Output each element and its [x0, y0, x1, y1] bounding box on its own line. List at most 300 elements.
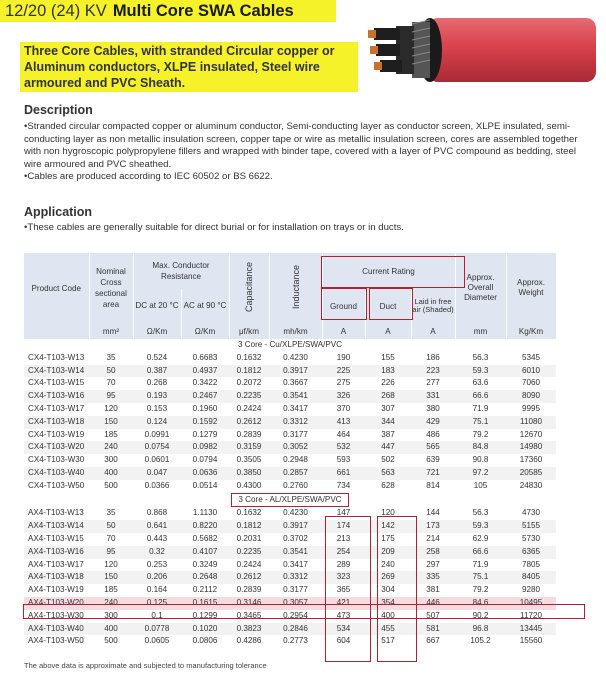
table-cell: 565 [411, 441, 455, 454]
table-cell: 50 [89, 520, 133, 533]
table-cell: 0.193 [133, 390, 181, 403]
table-cell: 142 [365, 520, 411, 533]
table-cell: 0.3159 [229, 441, 269, 454]
table-cell: 0.3177 [269, 429, 322, 442]
table-cell: 0.0514 [181, 480, 229, 493]
table-cell: 97.2 [455, 467, 506, 480]
section-row [24, 493, 556, 508]
description-bullet: •Cables are produced according to IEC 60502 or BS 6622. [24, 171, 273, 183]
table-cell: 105.2 [455, 635, 506, 648]
table-cell: 0.047 [133, 467, 181, 480]
table-cell: 0.0778 [133, 623, 181, 636]
table-cell: 323 [322, 571, 365, 584]
table-cell: 400 [89, 467, 133, 480]
table-cell: 0.0991 [133, 429, 181, 442]
table-cell: 17360 [506, 454, 556, 467]
table-cell: 413 [322, 416, 365, 429]
table-cell: 0.253 [133, 559, 181, 572]
product-code-cell: CX4-T103-W50 [24, 480, 89, 493]
product-code-cell: CX4-T103-W17 [24, 403, 89, 416]
header-dc: DC at 20 °C [133, 289, 181, 323]
table-cell: 0.2857 [269, 467, 322, 480]
table-cell: 0.2467 [181, 390, 229, 403]
table-cell: 721 [411, 467, 455, 480]
table-cell: 0.3850 [229, 467, 269, 480]
product-code-cell: CX4-T103-W19 [24, 429, 89, 442]
header-weight: Approx. Weight [506, 253, 556, 323]
table-cell: 213 [322, 533, 365, 546]
table-cell: 0.3312 [269, 571, 322, 584]
description-heading: Description [24, 103, 93, 117]
table-cell: 0.3505 [229, 454, 269, 467]
table-cell: 95 [89, 546, 133, 559]
table-cell: 0.3422 [181, 377, 229, 390]
table-cell: 71.9 [455, 559, 506, 572]
table-row [24, 416, 556, 429]
section-row [24, 339, 556, 352]
table-cell: 0.2235 [229, 390, 269, 403]
table-row [24, 610, 556, 623]
table-cell: 120 [89, 403, 133, 416]
product-code-cell: CX4-T103-W15 [24, 377, 89, 390]
table-cell: 0.0601 [133, 454, 181, 467]
table-cell: 9995 [506, 403, 556, 416]
table-cell: 0.4230 [269, 352, 322, 365]
table-cell: 15560 [506, 635, 556, 648]
table-cell: 532 [322, 441, 365, 454]
table-cell: 96.8 [455, 623, 506, 636]
table-cell: 500 [89, 635, 133, 648]
table-cell: 254 [322, 546, 365, 559]
table-cell: 0.3917 [269, 520, 322, 533]
table-cell: 0.2773 [269, 635, 322, 648]
table-cell: 105 [455, 480, 506, 493]
table-cell: 214 [411, 533, 455, 546]
table-cell: 0.3057 [269, 597, 322, 610]
table-cell: 0.4230 [269, 507, 322, 520]
table-cell: 268 [365, 390, 411, 403]
product-code-cell: AX4-T103-W16 [24, 546, 89, 559]
table-cell: 464 [322, 429, 365, 442]
table-cell: 0.3465 [229, 610, 269, 623]
table-cell: 0.2954 [269, 610, 322, 623]
table-cell: 66.6 [455, 390, 506, 403]
table-cell: 6010 [506, 365, 556, 378]
header-laid-in-air: Laid in free air (Shaded) [411, 289, 455, 323]
table-cell: 175 [365, 533, 411, 546]
table-cell: 447 [365, 441, 411, 454]
table-cell: 0.3667 [269, 377, 322, 390]
section-label: 3 Core - Cu/XLPE/SWA/PVC [237, 340, 343, 349]
table-cell: 387 [365, 429, 411, 442]
description-bullet: •Stranded circular compacted copper or aluminum conductor, Semi-conducting layer as conductor screen, XLPE insulated, semi-conducting layer as non metallic insulation screen, copper tape or wire as metallic insulation screen, cores are assembled together with non hygroscopic polypropylene fillers and wrapped with binder tape, covered with a layer of PVC compound as bedding, steel wire armoured and PVC sheathed. [24, 121, 578, 170]
table-cell: 517 [365, 635, 411, 648]
table-row [24, 377, 556, 390]
table-cell: 79.2 [455, 584, 506, 597]
table-cell: 0.3177 [269, 584, 322, 597]
table-cell: 0.0806 [181, 635, 229, 648]
unit-cell: mh/km [269, 323, 322, 339]
table-cell: 120 [89, 559, 133, 572]
table-cell: 0.32 [133, 546, 181, 559]
table-cell: 0.4937 [181, 365, 229, 378]
table-row [24, 480, 556, 493]
product-code-cell: CX4-T103-W30 [24, 454, 89, 467]
table-cell: 486 [411, 429, 455, 442]
table-cell: 5345 [506, 352, 556, 365]
product-code-cell: AX4-T103-W40 [24, 623, 89, 636]
table-cell: 9280 [506, 584, 556, 597]
table-cell: 24830 [506, 480, 556, 493]
table-cell: 84.8 [455, 441, 506, 454]
table-cell: 0.125 [133, 597, 181, 610]
table-cell: 335 [411, 571, 455, 584]
table-cell: 174 [322, 520, 365, 533]
header-resistance: Max. Conductor Resistance [133, 253, 229, 289]
table-cell: 84.6 [455, 597, 506, 610]
table-cell: 500 [89, 480, 133, 493]
table-cell: 6365 [506, 546, 556, 559]
table-cell: 304 [365, 584, 411, 597]
table-cell: 240 [365, 559, 411, 572]
table-cell: 0.1812 [229, 520, 269, 533]
table-cell: 209 [365, 546, 411, 559]
table-cell: 0.3249 [181, 559, 229, 572]
section-label: 3 Core - AL/XLPE/SWA/PVC [231, 493, 348, 508]
table-cell: 297 [411, 559, 455, 572]
table-cell: 120 [365, 507, 411, 520]
product-code-cell: AX4-T103-W30 [24, 610, 89, 623]
unit-cell: Ω/Km [181, 323, 229, 339]
table-cell: 275 [322, 377, 365, 390]
table-cell: 0.4286 [229, 635, 269, 648]
table-cell: 11080 [506, 416, 556, 429]
table-cell: 20585 [506, 467, 556, 480]
table-row [24, 390, 556, 403]
table-cell: 225 [322, 365, 365, 378]
table-cell: 0.3541 [269, 390, 322, 403]
table-cell: 70 [89, 533, 133, 546]
table-cell: 226 [365, 377, 411, 390]
table-cell: 185 [89, 429, 133, 442]
table-cell: 185 [89, 584, 133, 597]
application-heading: Application [24, 205, 93, 219]
table-cell: 0.2424 [229, 559, 269, 572]
table-cell: 35 [89, 352, 133, 365]
table-cell: 0.164 [133, 584, 181, 597]
table-cell: 473 [322, 610, 365, 623]
table-cell: 0.0982 [181, 441, 229, 454]
table-cell: 269 [365, 571, 411, 584]
table-cell: 0.3823 [229, 623, 269, 636]
table-cell: 95 [89, 390, 133, 403]
table-cell: 10495 [506, 597, 556, 610]
table-cell: 90.2 [455, 610, 506, 623]
table-cell: 0.8220 [181, 520, 229, 533]
table-row [24, 597, 556, 610]
table-cell: 0.5682 [181, 533, 229, 546]
table-cell: 0.3312 [269, 416, 322, 429]
table-cell: 63.6 [455, 377, 506, 390]
table-cell: 0.3146 [229, 597, 269, 610]
table-cell: 155 [365, 352, 411, 365]
table-cell: 0.1632 [229, 507, 269, 520]
table-cell: 421 [322, 597, 365, 610]
table-cell: 0.2612 [229, 571, 269, 584]
table-cell: 0.1812 [229, 365, 269, 378]
table-cell: 79.2 [455, 429, 506, 442]
table-row [24, 507, 556, 520]
table-cell: 62.9 [455, 533, 506, 546]
table-cell: 186 [411, 352, 455, 365]
header-nominal-area: Nominal Cross sectional area [89, 253, 133, 323]
header-diameter: Approx. Overall Diameter [455, 253, 506, 323]
table-cell: 277 [411, 377, 455, 390]
unit-cell: μf/km [229, 323, 269, 339]
table-row [24, 571, 556, 584]
table-row [24, 467, 556, 480]
table-row [24, 454, 556, 467]
table-cell: 0.443 [133, 533, 181, 546]
table-cell: 0.206 [133, 571, 181, 584]
table-cell: 370 [322, 403, 365, 416]
cable-image [366, 10, 598, 90]
product-code-cell: CX4-T103-W16 [24, 390, 89, 403]
table-cell: 0.2839 [229, 429, 269, 442]
header-product-code: Product Code [24, 253, 89, 323]
table-cell: 593 [322, 454, 365, 467]
table-cell: 56.3 [455, 352, 506, 365]
table-cell: 563 [365, 467, 411, 480]
unit-cell: mm [455, 323, 506, 339]
table-cell: 0.0794 [181, 454, 229, 467]
table-cell: 344 [365, 416, 411, 429]
table-cell: 507 [411, 610, 455, 623]
table-cell: 0.3052 [269, 441, 322, 454]
product-code-cell: CX4-T103-W13 [24, 352, 89, 365]
table-cell: 8090 [506, 390, 556, 403]
table-cell: 0.3541 [269, 546, 322, 559]
table-cell: 400 [365, 610, 411, 623]
table-cell: 13445 [506, 623, 556, 636]
table-cell: 0.3917 [269, 365, 322, 378]
table-cell: 0.524 [133, 352, 181, 365]
table-cell: 223 [411, 365, 455, 378]
table-cell: 814 [411, 480, 455, 493]
table-cell: 0.2112 [181, 584, 229, 597]
table-cell: 183 [365, 365, 411, 378]
table-cell: 258 [411, 546, 455, 559]
table-cell: 534 [322, 623, 365, 636]
table-cell: 7060 [506, 377, 556, 390]
table-cell: 331 [411, 390, 455, 403]
table-row [24, 559, 556, 572]
application-bullet: •These cables are generally suitable for direct burial or for installation on trays or in ducts. [24, 222, 404, 233]
table-cell: 5730 [506, 533, 556, 546]
header-capacitance: Capacitance [229, 253, 269, 323]
table-cell: 5155 [506, 520, 556, 533]
product-code-cell: AX4-T103-W20 [24, 597, 89, 610]
header-inductance: Inductance [269, 253, 322, 323]
table-cell: 0.6683 [181, 352, 229, 365]
table-cell: 354 [365, 597, 411, 610]
header-ac: AC at 90 °C [181, 289, 229, 323]
table-cell: 0.2235 [229, 546, 269, 559]
table-cell: 604 [322, 635, 365, 648]
table-cell: 0.387 [133, 365, 181, 378]
specification-table [24, 253, 557, 648]
table-cell: 0.1299 [181, 610, 229, 623]
table-cell: 0.0754 [133, 441, 181, 454]
table-row [24, 520, 556, 533]
table-cell: 734 [322, 480, 365, 493]
table-cell: 8405 [506, 571, 556, 584]
table-cell: 0.0605 [133, 635, 181, 648]
table-body [24, 339, 556, 648]
table-cell: 628 [365, 480, 411, 493]
table-cell: 0.1020 [181, 623, 229, 636]
table-cell: 7805 [506, 559, 556, 572]
table-row [24, 429, 556, 442]
table-cell: 240 [89, 597, 133, 610]
table-cell: 0.2760 [269, 480, 322, 493]
table-row [24, 546, 556, 559]
unit-cell: A [365, 323, 411, 339]
table-cell: 190 [322, 352, 365, 365]
table-row [24, 635, 556, 648]
subtitle: Three Core Cables, with stranded Circular copper or Aluminum conductors, XLPE insulated, Steel wire armoured and PVC Sheath. [20, 42, 358, 92]
unit-cell: A [322, 323, 365, 339]
table-cell: 326 [322, 390, 365, 403]
product-code-cell: CX4-T103-W20 [24, 441, 89, 454]
table-cell: 75.1 [455, 416, 506, 429]
table-cell: 0.124 [133, 416, 181, 429]
table-cell: 0.2424 [229, 403, 269, 416]
table-cell: 446 [411, 597, 455, 610]
table-cell: 0.1632 [229, 352, 269, 365]
table-cell: 0.2648 [181, 571, 229, 584]
table-cell: 12670 [506, 429, 556, 442]
header-current-rating: Current Rating [322, 253, 455, 289]
table-row [24, 584, 556, 597]
table-cell: 300 [89, 610, 133, 623]
table-cell: 0.2072 [229, 377, 269, 390]
table-cell: 300 [89, 454, 133, 467]
table-cell: 381 [411, 584, 455, 597]
table-row [24, 403, 556, 416]
product-code-cell: AX4-T103-W18 [24, 571, 89, 584]
table-row [24, 533, 556, 546]
table-cell: 0.3417 [269, 559, 322, 572]
table-cell: 581 [411, 623, 455, 636]
table-row [24, 441, 556, 454]
table-cell: 502 [365, 454, 411, 467]
product-code-cell: AX4-T103-W13 [24, 507, 89, 520]
table-cell: 14980 [506, 441, 556, 454]
header-duct: Duct [365, 289, 411, 323]
application-text [24, 222, 580, 235]
table-cell: 639 [411, 454, 455, 467]
table-cell: 400 [89, 623, 133, 636]
table-cell: 240 [89, 441, 133, 454]
table-cell: 0.641 [133, 520, 181, 533]
product-code-cell: AX4-T103-W19 [24, 584, 89, 597]
table-cell: 66.6 [455, 546, 506, 559]
table-cell: 75.1 [455, 571, 506, 584]
table-cell: 90.8 [455, 454, 506, 467]
table-cell: 0.1960 [181, 403, 229, 416]
table-cell: 1.1130 [181, 507, 229, 520]
unit-cell: mm² [89, 323, 133, 339]
table-cell: 0.1615 [181, 597, 229, 610]
unit-cell: Ω/Km [133, 323, 181, 339]
table-cell: 150 [89, 416, 133, 429]
table-cell: 56.3 [455, 507, 506, 520]
table-row [24, 623, 556, 636]
table-cell: 0.3702 [269, 533, 322, 546]
table-cell: 0.4107 [181, 546, 229, 559]
table-cell: 71.9 [455, 403, 506, 416]
product-code-cell: CX4-T103-W14 [24, 365, 89, 378]
table-cell: 661 [322, 467, 365, 480]
product-code-cell: AX4-T103-W50 [24, 635, 89, 648]
product-code-cell: CX4-T103-W18 [24, 416, 89, 429]
table-cell: 0.2839 [229, 584, 269, 597]
table-cell: 429 [411, 416, 455, 429]
table-cell: 150 [89, 571, 133, 584]
table-cell: 50 [89, 365, 133, 378]
table-cell: 667 [411, 635, 455, 648]
table-cell: 0.268 [133, 377, 181, 390]
footnote: The above data is approximate and subjected to manufacturing tolerance [24, 661, 267, 670]
table-row [24, 352, 556, 365]
table-cell: 147 [322, 507, 365, 520]
voltage-rating: 12/20 (24) KV [5, 2, 107, 20]
unit-product-code [24, 323, 89, 339]
unit-cell: Kg/Km [506, 323, 556, 339]
table-cell: 289 [322, 559, 365, 572]
table-cell: 0.3417 [269, 403, 322, 416]
table-cell: 0.1279 [181, 429, 229, 442]
product-code-cell: AX4-T103-W14 [24, 520, 89, 533]
table-cell: 380 [411, 403, 455, 416]
table-cell: 59.3 [455, 520, 506, 533]
table-cell: 0.0636 [181, 467, 229, 480]
title-text: Multi Core SWA Cables [112, 2, 294, 20]
table-cell: 0.868 [133, 507, 181, 520]
unit-cell: A [411, 323, 455, 339]
table-cell: 35 [89, 507, 133, 520]
product-code-cell: CX4-T103-W40 [24, 467, 89, 480]
table-cell: 4730 [506, 507, 556, 520]
product-code-cell: AX4-T103-W17 [24, 559, 89, 572]
table-cell: 11720 [506, 610, 556, 623]
table-cell: 0.2031 [229, 533, 269, 546]
table-cell: 0.153 [133, 403, 181, 416]
table-cell: 173 [411, 520, 455, 533]
table-cell: 0.2846 [269, 623, 322, 636]
table-row [24, 365, 556, 378]
table-cell: 307 [365, 403, 411, 416]
table-cell: 144 [411, 507, 455, 520]
table-cell: 0.2612 [229, 416, 269, 429]
description-text [24, 121, 580, 184]
table-cell: 70 [89, 377, 133, 390]
table-cell: 59.3 [455, 365, 506, 378]
header-ground: Ground [322, 289, 365, 323]
page-title [5, 2, 294, 21]
table-cell: 0.1 [133, 610, 181, 623]
